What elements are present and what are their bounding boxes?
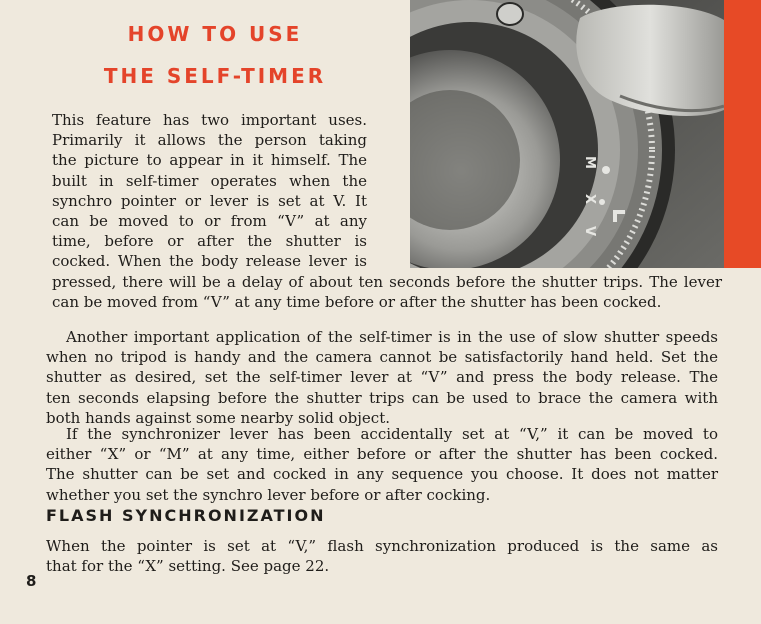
- text-line: cocked. When the body release lever is: [52, 252, 367, 271]
- text-line: either “X” or “M” at any time, either before or after the shutter has been cocked.: [46, 445, 718, 464]
- paragraph-1-wide: [52, 272, 722, 312]
- section-heading-flash: FLASH SYNCHRONIZATION: [46, 506, 326, 525]
- text-line: can be moved to or from “V” at any: [52, 212, 367, 231]
- paragraph-4: [46, 536, 718, 576]
- text-line: ten seconds elapsing before the shutter trips can be used to brace the camera with: [46, 388, 718, 407]
- red-edge-tab: [724, 0, 761, 268]
- text-line: pressed, there will be a delay of about ten seconds before the shutter trips. The lever: [52, 273, 722, 291]
- text-line: the picture to appear in it himself. The: [52, 151, 367, 170]
- text-line: can be moved from “V” at any time before or after the shutter has been cocked.: [52, 293, 662, 312]
- text-line: When the pointer is set at “V,” flash synchronization produced is the same as: [46, 537, 718, 555]
- title-line-2: THE SELF-TIMER: [103, 64, 327, 88]
- text-line: Another important application of the self-timer is in the use of slow shutter speeds: [66, 328, 718, 346]
- shutter-letter-x: X: [582, 194, 597, 205]
- text-line: The shutter can be set and cocked in any sequence you choose. It does not matter: [46, 465, 718, 484]
- page-number: 8: [26, 572, 37, 590]
- text-line: shutter as desired, set the self-timer lever at “V” and press the body release. The: [46, 368, 718, 387]
- text-line: that for the “X” setting. See page 22.: [46, 557, 330, 576]
- text-line: whether you set the synchro lever before or after cocking.: [46, 485, 491, 504]
- paragraph-2: [46, 327, 718, 428]
- text-line: If the synchronizer lever has been accidentally set at “V,” it can be moved to: [66, 425, 718, 443]
- shutter-illustration: [410, 0, 724, 268]
- text-line: built in self-timer operates when the: [52, 171, 367, 190]
- shutter-letter-m: M: [582, 156, 597, 169]
- text-line: Primarily it allows the person taking: [52, 131, 367, 150]
- text-line: synchro pointer or lever is set at V. It: [52, 191, 367, 210]
- title-line-1: HOW TO USE: [127, 22, 303, 46]
- text-line: both hands against some nearby solid object.: [46, 408, 391, 427]
- paragraph-3: [46, 424, 718, 505]
- text-line: when no tripod is handy and the camera cannot be satisfactorily hand held. Set the: [46, 348, 718, 367]
- paragraph-1-narrow: [52, 110, 367, 272]
- shutter-letter-v: V: [582, 226, 597, 237]
- text-line: This feature has two important uses.: [52, 111, 367, 129]
- camera-shutter-photo: [410, 0, 724, 268]
- text-line: time, before or after the shutter is: [52, 232, 367, 251]
